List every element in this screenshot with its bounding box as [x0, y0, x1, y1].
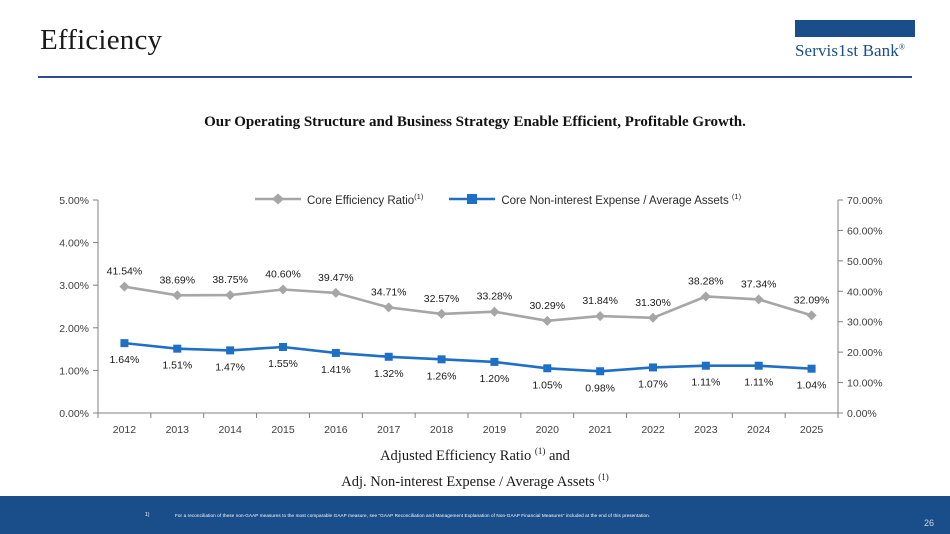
data-label: 1.55% [268, 357, 298, 370]
x-axis-tick-label: 2017 [377, 424, 401, 436]
chart-container [0, 180, 950, 440]
series-marker-1 [754, 294, 764, 304]
legend-label-core-nie-avg-assets: Core Non-interest Expense / Average Assets $^{(1)}$ [501, 192, 742, 207]
data-label: 1.64% [109, 354, 140, 367]
series-marker-1 [119, 282, 129, 292]
y-axis-right-tick-label: 70.00% [847, 195, 883, 207]
footnote-text: For a reconciliation of these non-GAAP measures to the most comparable GAAP measure, see “GAAP Reconciliation and Management Explanation of Non-GAAP Financial Measures” included at the end of this presentation. [175, 513, 651, 518]
y-axis-right-tick-label: 50.00% [847, 255, 883, 268]
series-marker-1 [331, 288, 341, 298]
data-label: 37.34% [740, 278, 777, 291]
slide-subtitle: Our Operating Structure and Business Strategy Enable Efficient, Profitable Growth. [204, 114, 746, 130]
y-axis-left-tick-label: 4.00% [59, 237, 89, 250]
x-axis-caption [0, 441, 950, 493]
series-marker-2 [279, 343, 287, 351]
series-marker-1 [595, 311, 605, 321]
data-label: 0.98% [585, 382, 616, 395]
x-axis-tick-label: 2018 [429, 424, 454, 436]
data-label: 39.47% [318, 271, 354, 284]
data-label: 1.11% [744, 376, 774, 389]
x-axis-tick-label: 2013 [165, 424, 189, 436]
series-marker-1 [278, 284, 288, 294]
data-label: 38.75% [212, 274, 248, 287]
data-label: 1.41% [320, 363, 351, 376]
series-marker-2 [226, 346, 234, 354]
series-marker-1 [437, 309, 447, 319]
data-label: 30.29% [529, 299, 566, 312]
y-axis-left-tick-label: 2.00% [59, 322, 89, 335]
logo-bar [795, 20, 915, 37]
series-marker-2 [385, 353, 393, 361]
y-axis-right-tick-label: 30.00% [847, 316, 883, 329]
x-axis-caption-line2: Adj. Non-interest Expense / Average Assets $^{(1)}$ [341, 471, 609, 490]
data-label: 1.47% [215, 361, 246, 374]
series-marker-2 [649, 363, 657, 371]
y-axis-right-tick-label: 10.00% [847, 377, 883, 390]
data-label: 38.28% [688, 275, 724, 288]
x-axis-tick-label: 2020 [535, 424, 559, 436]
x-axis-tick-label: 2014 [218, 424, 242, 436]
series-marker-2 [543, 364, 551, 372]
series-line-1 [124, 287, 811, 321]
series-marker-2 [808, 365, 816, 373]
data-label: 1.20% [479, 372, 510, 385]
series-marker-1 [225, 290, 235, 300]
y-axis-right-tick-label: 0.00% [847, 408, 877, 420]
y-axis-right-tick-label: 60.00% [847, 225, 883, 238]
x-axis-tick-label: 2019 [482, 424, 507, 436]
data-label: 32.57% [423, 292, 460, 305]
data-label: 1.11% [691, 376, 721, 389]
y-axis-left-tick-label: 5.00% [59, 195, 89, 207]
logo-text [795, 41, 915, 61]
header-divider [38, 76, 912, 78]
data-label: 34.71% [370, 286, 407, 299]
x-axis-tick-label: 2023 [694, 424, 718, 436]
data-label: 1.51% [162, 359, 193, 372]
series-marker-1 [172, 290, 182, 300]
x-axis-tick-label: 2015 [271, 424, 295, 436]
legend-label-core-efficiency-ratio: Core Efficiency Ratio$^{(1)}$ [307, 192, 424, 207]
page-number: 26 [923, 518, 934, 528]
series-marker-2 [702, 362, 710, 370]
y-axis-left-tick-label: 0.00% [59, 408, 89, 420]
x-axis-caption-line1: Adjusted Efficiency Ratio $^{(1)}$ and [380, 446, 570, 464]
data-label: 1.26% [426, 370, 457, 383]
data-label: 1.07% [638, 378, 668, 391]
page-title: Efficiency [40, 24, 163, 56]
x-axis-tick-label: 2025 [799, 424, 824, 436]
x-axis-tick-label: 2012 [112, 424, 137, 436]
series-marker-2 [173, 345, 181, 353]
company-logo [795, 20, 915, 70]
efficiency-line-chart [0, 180, 950, 440]
series-marker-1 [542, 316, 552, 326]
series-marker-1 [701, 292, 711, 302]
series-marker-2 [120, 339, 128, 347]
data-label: 38.69% [159, 274, 196, 287]
y-axis-left-tick-label: 3.00% [59, 280, 89, 293]
data-label: 1.04% [796, 379, 827, 392]
data-label: 1.32% [373, 367, 404, 380]
data-label: 33.28% [476, 290, 513, 303]
series-marker-2 [596, 367, 604, 375]
data-label: 31.84% [582, 295, 618, 308]
y-axis-right-tick-label: 20.00% [847, 347, 883, 360]
series-marker-2 [332, 349, 340, 357]
y-axis-right-tick-label: 40.00% [847, 286, 883, 299]
x-axis-tick-label: 2022 [641, 424, 665, 436]
data-label: 40.60% [265, 268, 301, 281]
series-marker-2 [755, 362, 763, 370]
y-axis-left-tick-label: 1.00% [59, 365, 89, 378]
series-marker-2 [438, 355, 446, 363]
logo-registered-mark: ® [898, 42, 906, 52]
series-marker-1 [489, 307, 499, 317]
x-axis-tick-label: 2016 [324, 424, 348, 436]
series-marker-2 [490, 358, 498, 366]
footnote-marker: 1) [145, 512, 150, 518]
x-axis-tick-label: 2024 [747, 424, 771, 436]
data-label: 31.30% [635, 296, 671, 309]
x-axis-tick-label: 2021 [588, 424, 612, 436]
series-marker-1 [384, 302, 394, 312]
logo-wordmark: Servis1st Bank [795, 41, 899, 60]
series-marker-1 [807, 310, 817, 320]
data-label: 1.05% [532, 379, 563, 392]
series-marker-1 [648, 313, 658, 323]
data-label: 32.09% [793, 294, 830, 307]
data-label: 41.54% [106, 265, 143, 278]
